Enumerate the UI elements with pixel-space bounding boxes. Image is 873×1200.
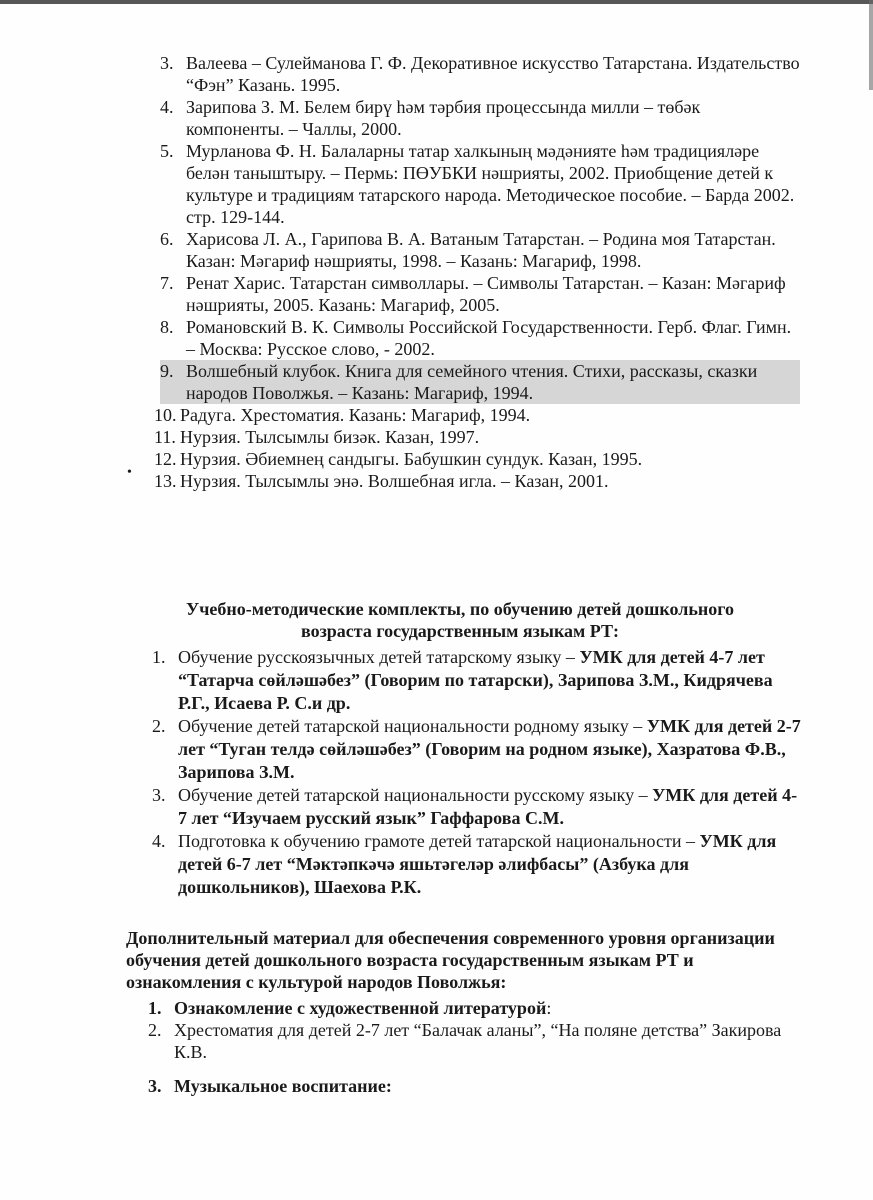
umk-item-1 <box>152 646 802 715</box>
bib-item-5 <box>160 140 800 228</box>
bib-item-8 <box>160 316 800 360</box>
bib-text: Харисова Л. А., Гарипова В. А. Ватаным Татарстан. – Родина моя Татарстан. Казан: Мәгариф нәшрияты, 1998. – Казань: Магариф, 1998. <box>186 229 776 271</box>
bib-item-9-highlighted <box>160 360 800 404</box>
bib-text: Ренат Харис. Татарстан символлары. – Символы Татарстан. – Казан: Мәгариф нәшрияты, 2005. Казань: Магариф, 2005. <box>186 273 786 315</box>
scan-edge-top <box>0 0 873 4</box>
extra-bold: Ознакомление с художественной литературой <box>174 998 547 1018</box>
umk-plain: Подготовка к обучению грамоте детей татарской национальности – <box>178 831 700 851</box>
extra-number: 3. <box>148 1076 162 1096</box>
umk-text <box>178 646 802 715</box>
bib-number: 11. <box>154 427 176 447</box>
umk-number: 4. <box>152 831 166 851</box>
bib-item-6 <box>160 228 800 272</box>
umk-text <box>178 830 802 899</box>
umk-plain: Обучение детей татарской национальности русскому языку – <box>178 785 653 805</box>
umk-bold: УМК для детей 4-7 лет “Изучаем русский язык” Гаффарова С.М. <box>178 785 798 828</box>
extra-tail: : <box>546 998 552 1018</box>
bib-item-11 <box>154 426 800 448</box>
umk-plain: Обучение детей татарской национальности родному языку – <box>178 716 647 736</box>
bib-text: Зарипова З. М. Белем бирү һәм тәрбия процессында милли – төбәк компоненты. – Чаллы, 2000. <box>186 97 701 139</box>
extra-text <box>174 997 551 1019</box>
umk-title-line: возраста государственным языкам РТ: <box>300 621 620 641</box>
umk-number: 3. <box>152 785 166 805</box>
bib-text: Нурзия. Тылсымлы энә. Волшебная игла. – Казан, 2001. <box>180 471 609 491</box>
bib-item-7 <box>160 272 800 316</box>
extra-number: 2. <box>148 1020 162 1040</box>
umk-number: 1. <box>152 647 166 667</box>
umk-text <box>178 784 802 830</box>
bibliography-list <box>154 52 800 492</box>
umk-item-2 <box>152 715 802 784</box>
extra-number: 1. <box>148 998 162 1018</box>
umk-bold: УМК для детей 2-7 лет “Туган телдә сөйләшәбез” (Говорим на родном языке), Хазратова Ф.В., Зарипова З.М. <box>178 716 801 782</box>
bib-number: 4. <box>160 97 174 117</box>
bib-text: Нурзия. Әбиемнең сандыгы. Бабушкин сундук. Казан, 1995. <box>180 449 643 469</box>
bib-text: Романовский В. К. Символы Российской Государственности. Герб. Флаг. Гимн. – Москва: Русское слово, - 2002. <box>186 317 792 359</box>
umk-plain: Обучение русскоязычных детей татарскому языку – <box>178 647 580 667</box>
extra-text: Музыкальное воспитание: <box>174 1076 392 1096</box>
scan-edge-right <box>869 0 873 90</box>
stray-bullet-mark: • <box>127 465 132 480</box>
bib-item-13 <box>154 470 800 492</box>
bib-number: 12. <box>154 449 177 469</box>
bib-item-12 <box>154 448 800 470</box>
extra-item-1 <box>148 997 798 1019</box>
umk-title-line: Учебно-методические комплекты, по обучению детей дошкольного <box>186 599 734 619</box>
bib-text: Радуга. Хрестоматия. Казань: Магариф, 1994. <box>180 405 531 425</box>
bib-text: Волшебный клубок. Книга для семейного чтения. Стихи, рассказы, сказки народов Поволжья. – Казань: Магариф, 1994. <box>186 361 758 403</box>
umk-text <box>178 715 802 784</box>
extra-list <box>148 997 798 1097</box>
bib-number: 10. <box>154 405 177 425</box>
umk-list <box>152 646 802 899</box>
bib-text: Валеева – Сулейманова Г. Ф. Декоративное искусство Татарстана. Издательство “Фэн” Казань. 1995. <box>186 53 800 95</box>
bib-item-10 <box>154 404 800 426</box>
bib-text: Мурланова Ф. Н. Балаларны татар халкының мәдәнияте һәм традицияләре белән таныштыру. – Пермь: ПӨУБКИ нәшрияты, 2002. Приобщение детей к культуре и традициям татарского народа. Методическое пособие. – Барда 2002. стр. 129-144. <box>186 141 795 227</box>
bib-item-3 <box>160 52 800 96</box>
bib-item-4 <box>160 96 800 140</box>
extra-item-2 <box>148 1019 798 1063</box>
umk-item-4 <box>152 830 802 899</box>
bib-number: 5. <box>160 141 174 161</box>
bib-number: 9. <box>160 361 174 381</box>
bib-number: 8. <box>160 317 174 337</box>
bib-number: 6. <box>160 229 174 249</box>
umk-bold: УМК для детей 6-7 лет “Мәктәпкәчә яшьтәгеләр әлифбасы” (Азбука для дошкольников), Шаехова Р.К. <box>178 831 777 897</box>
bib-number: 7. <box>160 273 174 293</box>
bib-number: 3. <box>160 53 174 73</box>
bib-text: Нурзия. Тылсымлы бизәк. Казан, 1997. <box>180 427 480 447</box>
extra-item-3 <box>148 1075 798 1097</box>
extra-text: Хрестоматия для детей 2-7 лет “Балачак аланы”, “На поляне детства” Закирова К.В. <box>174 1020 782 1062</box>
umk-bold: УМК для детей 4-7 лет “Татарча сөйләшәбез” (Говорим по татарски), Зарипова З.М., Кидрячева Р.Г., Исаева Р. С.и др. <box>178 647 773 713</box>
extra-section-title: Дополнительный материал для обеспечения современного уровня организации обучения детей дошкольного возраста государственным языкам РТ и ознакомления с культурой народов Поволжья: <box>126 928 775 992</box>
umk-item-3 <box>152 784 802 830</box>
umk-section-title <box>120 598 800 642</box>
umk-number: 2. <box>152 716 166 736</box>
bib-number: 13. <box>154 471 177 491</box>
